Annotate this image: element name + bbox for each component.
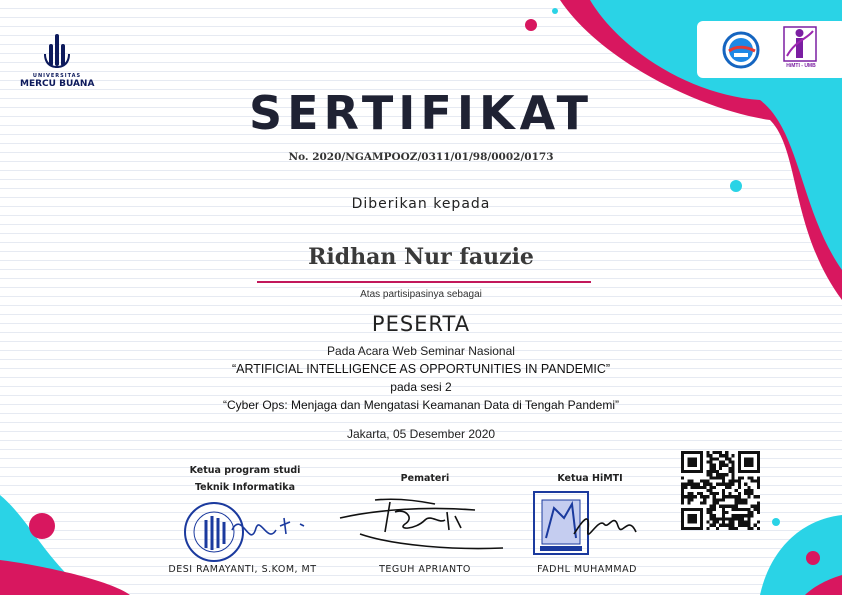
partner-logos [697,21,842,78]
event-label: Pada Acara Web Seminar Nasional [327,344,515,358]
event-theme: “ARTIFICIAL INTELLIGENCE AS OPPORTUNITIES IN PANDEMIC” [231,362,611,376]
partner-label: HiMTI - UMB [786,63,816,69]
university-name: MERCU BUANA [20,79,95,89]
partner-logos-art [697,21,842,78]
recipient-name: Ridhan Nur fauzie [308,244,534,270]
participation-label: Atas partisipasinya sebagai [360,289,482,300]
mercu-buana-emblem-icon [20,28,94,68]
stamp-and-signature-prodi [172,500,322,565]
signature-title-line: Ketua program studi [189,465,301,476]
university-logo [20,28,94,89]
signature-pemateri [335,490,510,555]
signature-name-himti: FADHL MUHAMMAD [537,564,637,575]
signature-title-line: Teknik Informatika [194,482,296,493]
session-theme: “Cyber Ops: Menjaga dan Mengatasi Keamanan Data di Tengah Pandemi” [222,398,619,412]
given-to-label: Diberikan kepada [351,196,491,212]
signature-title-himti: Ketua HiMTI [557,473,623,484]
certificate-title: SERTIFIKAT [249,86,593,140]
stamp-and-signature-himti [528,488,648,558]
signature-name-prodi: DESI RAMAYANTI, S.KOM, MT [168,564,317,575]
qr-code-icon [681,451,760,530]
certificate-number: No. 2020/NGAMPOOZ/0311/01/98/0002/0173 [288,151,554,163]
signature-title-prodi [170,465,320,493]
session-label: pada sesi 2 [390,380,452,394]
participant-role: PESERTA [371,312,471,336]
university-small-label: UNIVERSITAS [32,73,82,79]
place-date: Jakarta, 05 Desember 2020 [346,427,496,441]
signature-name-pemateri: TEGUH APRIANTO [379,564,471,575]
signature-title-pemateri: Pemateri [400,473,450,484]
recipient-underline [257,281,591,283]
